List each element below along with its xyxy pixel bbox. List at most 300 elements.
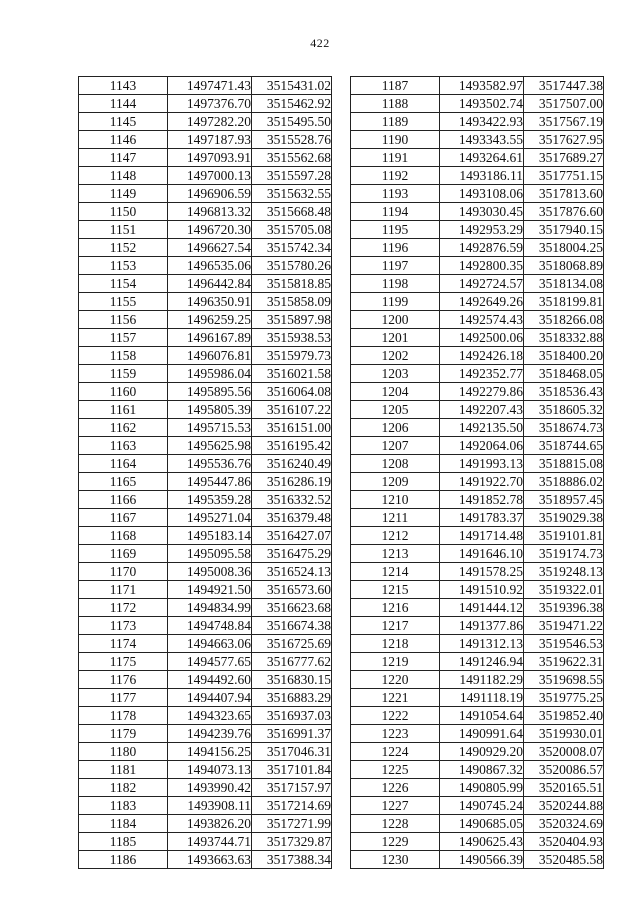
y-coordinate-cell: 3518744.65	[524, 437, 604, 455]
x-coordinate-cell: 1493990.42	[168, 779, 252, 797]
x-coordinate-cell: 1494323.65	[168, 707, 252, 725]
x-coordinate-cell: 1491118.19	[440, 689, 524, 707]
table-row	[351, 239, 604, 257]
point-id-cell: 1197	[351, 257, 440, 275]
y-coordinate-cell: 3516427.07	[252, 527, 332, 545]
point-id-cell: 1150	[79, 203, 168, 221]
x-coordinate-cell: 1496535.06	[168, 257, 252, 275]
x-coordinate-cell: 1494577.65	[168, 653, 252, 671]
point-id-cell: 1180	[79, 743, 168, 761]
point-id-cell: 1149	[79, 185, 168, 203]
table-row	[351, 671, 604, 689]
y-coordinate-cell: 3518957.45	[524, 491, 604, 509]
point-id-cell: 1206	[351, 419, 440, 437]
y-coordinate-cell: 3519930.01	[524, 725, 604, 743]
x-coordinate-cell: 1492500.06	[440, 329, 524, 347]
point-id-cell: 1215	[351, 581, 440, 599]
table-row	[351, 221, 604, 239]
y-coordinate-cell: 3516286.19	[252, 473, 332, 491]
x-coordinate-cell: 1491993.13	[440, 455, 524, 473]
point-id-cell: 1200	[351, 311, 440, 329]
table-row	[79, 779, 332, 797]
y-coordinate-cell: 3518815.08	[524, 455, 604, 473]
y-coordinate-cell: 3515742.34	[252, 239, 332, 257]
table-row	[351, 815, 604, 833]
y-coordinate-cell: 3519248.13	[524, 563, 604, 581]
y-coordinate-cell: 3518068.89	[524, 257, 604, 275]
point-id-cell: 1214	[351, 563, 440, 581]
point-id-cell: 1168	[79, 527, 168, 545]
y-coordinate-cell: 3520008.07	[524, 743, 604, 761]
x-coordinate-cell: 1495536.76	[168, 455, 252, 473]
table-row	[351, 455, 604, 473]
table-row	[79, 437, 332, 455]
x-coordinate-cell: 1491922.70	[440, 473, 524, 491]
x-coordinate-cell: 1495359.28	[168, 491, 252, 509]
x-coordinate-cell: 1491312.13	[440, 635, 524, 653]
table-row	[351, 167, 604, 185]
y-coordinate-cell: 3518266.08	[524, 311, 604, 329]
y-coordinate-cell: 3515979.73	[252, 347, 332, 365]
table-row	[351, 743, 604, 761]
y-coordinate-cell: 3517046.31	[252, 743, 332, 761]
x-coordinate-cell: 1493343.55	[440, 131, 524, 149]
table-row	[79, 95, 332, 113]
y-coordinate-cell: 3518468.05	[524, 365, 604, 383]
table-row	[79, 491, 332, 509]
x-coordinate-cell: 1494663.06	[168, 635, 252, 653]
point-id-cell: 1230	[351, 851, 440, 869]
y-coordinate-cell: 3517157.97	[252, 779, 332, 797]
table-row	[79, 311, 332, 329]
y-coordinate-cell: 3516524.13	[252, 563, 332, 581]
table-row	[351, 707, 604, 725]
table-row	[79, 455, 332, 473]
point-id-cell: 1204	[351, 383, 440, 401]
table-row	[351, 779, 604, 797]
table-row	[79, 617, 332, 635]
point-id-cell: 1220	[351, 671, 440, 689]
x-coordinate-cell: 1493908.11	[168, 797, 252, 815]
point-id-cell: 1179	[79, 725, 168, 743]
point-id-cell: 1182	[79, 779, 168, 797]
y-coordinate-cell: 3516777.62	[252, 653, 332, 671]
x-coordinate-cell: 1493186.11	[440, 167, 524, 185]
x-coordinate-cell: 1491054.64	[440, 707, 524, 725]
table-row	[351, 545, 604, 563]
y-coordinate-cell: 3520404.93	[524, 833, 604, 851]
x-coordinate-cell: 1491783.37	[440, 509, 524, 527]
point-id-cell: 1194	[351, 203, 440, 221]
y-coordinate-cell: 3516107.22	[252, 401, 332, 419]
x-coordinate-cell: 1497376.70	[168, 95, 252, 113]
y-coordinate-cell: 3516674.38	[252, 617, 332, 635]
y-coordinate-cell: 3516475.29	[252, 545, 332, 563]
x-coordinate-cell: 1495715.53	[168, 419, 252, 437]
y-coordinate-cell: 3517388.34	[252, 851, 332, 869]
y-coordinate-cell: 3515938.53	[252, 329, 332, 347]
y-coordinate-cell: 3518886.02	[524, 473, 604, 491]
point-id-cell: 1212	[351, 527, 440, 545]
x-coordinate-cell: 1490805.99	[440, 779, 524, 797]
table-row	[79, 509, 332, 527]
y-coordinate-cell: 3516064.08	[252, 383, 332, 401]
y-coordinate-cell: 3520244.88	[524, 797, 604, 815]
point-id-cell: 1203	[351, 365, 440, 383]
table-row	[79, 851, 332, 869]
y-coordinate-cell: 3516240.49	[252, 455, 332, 473]
table-row	[351, 149, 604, 167]
point-id-cell: 1196	[351, 239, 440, 257]
point-id-cell: 1143	[79, 77, 168, 95]
x-coordinate-cell: 1494407.94	[168, 689, 252, 707]
y-coordinate-cell: 3519029.38	[524, 509, 604, 527]
y-coordinate-cell: 3518536.43	[524, 383, 604, 401]
x-coordinate-cell: 1494492.60	[168, 671, 252, 689]
y-coordinate-cell: 3518674.73	[524, 419, 604, 437]
y-coordinate-cell: 3518400.20	[524, 347, 604, 365]
point-id-cell: 1157	[79, 329, 168, 347]
point-id-cell: 1146	[79, 131, 168, 149]
x-coordinate-cell: 1494921.50	[168, 581, 252, 599]
y-coordinate-cell: 3518004.25	[524, 239, 604, 257]
y-coordinate-cell: 3519101.81	[524, 527, 604, 545]
point-id-cell: 1207	[351, 437, 440, 455]
point-id-cell: 1186	[79, 851, 168, 869]
point-id-cell: 1170	[79, 563, 168, 581]
x-coordinate-cell: 1495625.98	[168, 437, 252, 455]
table-row	[79, 761, 332, 779]
y-coordinate-cell: 3519852.40	[524, 707, 604, 725]
point-id-cell: 1227	[351, 797, 440, 815]
table-row	[351, 419, 604, 437]
x-coordinate-cell: 1496627.54	[168, 239, 252, 257]
table-row	[79, 833, 332, 851]
table-row	[79, 707, 332, 725]
x-coordinate-cell: 1491246.94	[440, 653, 524, 671]
point-id-cell: 1208	[351, 455, 440, 473]
point-id-cell: 1189	[351, 113, 440, 131]
x-coordinate-cell: 1491182.29	[440, 671, 524, 689]
table-row	[79, 185, 332, 203]
table-row	[351, 851, 604, 869]
table-row	[351, 689, 604, 707]
y-coordinate-cell: 3516991.37	[252, 725, 332, 743]
table-row	[351, 95, 604, 113]
x-coordinate-cell: 1490929.20	[440, 743, 524, 761]
table-row	[79, 383, 332, 401]
table-row	[351, 329, 604, 347]
y-coordinate-cell: 3515818.85	[252, 275, 332, 293]
point-id-cell: 1145	[79, 113, 168, 131]
x-coordinate-cell: 1490685.05	[440, 815, 524, 833]
table-row	[79, 545, 332, 563]
point-id-cell: 1167	[79, 509, 168, 527]
point-id-cell: 1192	[351, 167, 440, 185]
point-id-cell: 1229	[351, 833, 440, 851]
point-id-cell: 1223	[351, 725, 440, 743]
point-id-cell: 1219	[351, 653, 440, 671]
point-id-cell: 1216	[351, 599, 440, 617]
x-coordinate-cell: 1497471.43	[168, 77, 252, 95]
x-coordinate-cell: 1496720.30	[168, 221, 252, 239]
x-coordinate-cell: 1491444.12	[440, 599, 524, 617]
x-coordinate-cell: 1497000.13	[168, 167, 252, 185]
table-row	[79, 563, 332, 581]
y-coordinate-cell: 3517689.27	[524, 149, 604, 167]
x-coordinate-cell: 1492207.43	[440, 401, 524, 419]
table-row	[79, 239, 332, 257]
x-coordinate-cell: 1493502.74	[440, 95, 524, 113]
y-coordinate-cell: 3519546.53	[524, 635, 604, 653]
table-row	[79, 581, 332, 599]
point-id-cell: 1155	[79, 293, 168, 311]
table-row	[79, 653, 332, 671]
y-coordinate-cell: 3515897.98	[252, 311, 332, 329]
y-coordinate-cell: 3520485.58	[524, 851, 604, 869]
x-coordinate-cell: 1492352.77	[440, 365, 524, 383]
table-row	[351, 581, 604, 599]
x-coordinate-cell: 1494239.76	[168, 725, 252, 743]
table-row	[79, 473, 332, 491]
y-coordinate-cell: 3519471.22	[524, 617, 604, 635]
x-coordinate-cell: 1492724.57	[440, 275, 524, 293]
y-coordinate-cell: 3517940.15	[524, 221, 604, 239]
y-coordinate-cell: 3517214.69	[252, 797, 332, 815]
y-coordinate-cell: 3517271.99	[252, 815, 332, 833]
x-coordinate-cell: 1495271.04	[168, 509, 252, 527]
point-id-cell: 1160	[79, 383, 168, 401]
y-coordinate-cell: 3516151.00	[252, 419, 332, 437]
y-coordinate-cell: 3519174.73	[524, 545, 604, 563]
table-row	[79, 419, 332, 437]
table-row	[79, 329, 332, 347]
table-row	[351, 401, 604, 419]
y-coordinate-cell: 3520165.51	[524, 779, 604, 797]
point-id-cell: 1156	[79, 311, 168, 329]
y-coordinate-cell: 3519322.01	[524, 581, 604, 599]
x-coordinate-cell: 1494834.99	[168, 599, 252, 617]
table-row	[351, 599, 604, 617]
point-id-cell: 1169	[79, 545, 168, 563]
y-coordinate-cell: 3515705.08	[252, 221, 332, 239]
table-row	[351, 653, 604, 671]
table-row	[79, 149, 332, 167]
point-id-cell: 1154	[79, 275, 168, 293]
x-coordinate-cell: 1492426.18	[440, 347, 524, 365]
table-row	[79, 401, 332, 419]
table-row	[79, 77, 332, 95]
table-row	[351, 491, 604, 509]
x-coordinate-cell: 1490991.64	[440, 725, 524, 743]
x-coordinate-cell: 1497187.93	[168, 131, 252, 149]
point-id-cell: 1199	[351, 293, 440, 311]
table-row	[79, 113, 332, 131]
x-coordinate-cell: 1491646.10	[440, 545, 524, 563]
table-row	[79, 275, 332, 293]
x-coordinate-cell: 1495008.36	[168, 563, 252, 581]
x-coordinate-cell: 1493663.63	[168, 851, 252, 869]
point-id-cell: 1210	[351, 491, 440, 509]
y-coordinate-cell: 3515495.50	[252, 113, 332, 131]
x-coordinate-cell: 1492800.35	[440, 257, 524, 275]
x-coordinate-cell: 1493422.93	[440, 113, 524, 131]
x-coordinate-cell: 1490625.43	[440, 833, 524, 851]
table-row	[351, 203, 604, 221]
table-row	[79, 167, 332, 185]
table-row	[351, 311, 604, 329]
x-coordinate-cell: 1491852.78	[440, 491, 524, 509]
table-row	[79, 131, 332, 149]
y-coordinate-cell: 3520086.57	[524, 761, 604, 779]
y-coordinate-cell: 3516021.58	[252, 365, 332, 383]
table-row	[351, 725, 604, 743]
y-coordinate-cell: 3517447.38	[524, 77, 604, 95]
point-id-cell: 1183	[79, 797, 168, 815]
point-id-cell: 1202	[351, 347, 440, 365]
x-coordinate-cell: 1497093.91	[168, 149, 252, 167]
table-row	[351, 185, 604, 203]
table-row	[79, 257, 332, 275]
table-row	[351, 365, 604, 383]
y-coordinate-cell: 3515668.48	[252, 203, 332, 221]
y-coordinate-cell: 3516883.29	[252, 689, 332, 707]
x-coordinate-cell: 1493744.71	[168, 833, 252, 851]
y-coordinate-cell: 3517329.87	[252, 833, 332, 851]
y-coordinate-cell: 3516937.03	[252, 707, 332, 725]
x-coordinate-cell: 1491377.86	[440, 617, 524, 635]
x-coordinate-cell: 1496259.25	[168, 311, 252, 329]
point-id-cell: 1187	[351, 77, 440, 95]
x-coordinate-cell: 1492064.06	[440, 437, 524, 455]
x-coordinate-cell: 1496167.89	[168, 329, 252, 347]
point-id-cell: 1166	[79, 491, 168, 509]
x-coordinate-cell: 1494073.13	[168, 761, 252, 779]
y-coordinate-cell: 3519698.55	[524, 671, 604, 689]
point-id-cell: 1221	[351, 689, 440, 707]
point-id-cell: 1224	[351, 743, 440, 761]
point-id-cell: 1209	[351, 473, 440, 491]
coordinate-table-right	[350, 76, 604, 869]
y-coordinate-cell: 3515562.68	[252, 149, 332, 167]
y-coordinate-cell: 3516623.68	[252, 599, 332, 617]
table-row	[79, 743, 332, 761]
x-coordinate-cell: 1493826.20	[168, 815, 252, 833]
x-coordinate-cell: 1493582.97	[440, 77, 524, 95]
coordinate-table-left	[78, 76, 332, 869]
x-coordinate-cell: 1492574.43	[440, 311, 524, 329]
x-coordinate-cell: 1492649.26	[440, 293, 524, 311]
y-coordinate-cell: 3518134.08	[524, 275, 604, 293]
x-coordinate-cell: 1492876.59	[440, 239, 524, 257]
y-coordinate-cell: 3516195.42	[252, 437, 332, 455]
x-coordinate-cell: 1496350.91	[168, 293, 252, 311]
y-coordinate-cell: 3519622.31	[524, 653, 604, 671]
point-id-cell: 1178	[79, 707, 168, 725]
point-id-cell: 1198	[351, 275, 440, 293]
y-coordinate-cell: 3518332.88	[524, 329, 604, 347]
y-coordinate-cell: 3517627.95	[524, 131, 604, 149]
x-coordinate-cell: 1495986.04	[168, 365, 252, 383]
x-coordinate-cell: 1495447.86	[168, 473, 252, 491]
y-coordinate-cell: 3517876.60	[524, 203, 604, 221]
point-id-cell: 1159	[79, 365, 168, 383]
point-id-cell: 1211	[351, 509, 440, 527]
table-row	[79, 689, 332, 707]
y-coordinate-cell: 3517813.60	[524, 185, 604, 203]
x-coordinate-cell: 1490867.32	[440, 761, 524, 779]
x-coordinate-cell: 1492135.50	[440, 419, 524, 437]
x-coordinate-cell: 1490745.24	[440, 797, 524, 815]
table-row	[351, 617, 604, 635]
y-coordinate-cell: 3515528.76	[252, 131, 332, 149]
x-coordinate-cell: 1496076.81	[168, 347, 252, 365]
x-coordinate-cell: 1492279.86	[440, 383, 524, 401]
table-row	[79, 599, 332, 617]
table-row	[79, 671, 332, 689]
table-row	[351, 347, 604, 365]
y-coordinate-cell: 3518605.32	[524, 401, 604, 419]
point-id-cell: 1144	[79, 95, 168, 113]
point-id-cell: 1175	[79, 653, 168, 671]
table-row	[351, 509, 604, 527]
y-coordinate-cell: 3515780.26	[252, 257, 332, 275]
point-id-cell: 1162	[79, 419, 168, 437]
point-id-cell: 1217	[351, 617, 440, 635]
point-id-cell: 1193	[351, 185, 440, 203]
x-coordinate-cell: 1494156.25	[168, 743, 252, 761]
page-number: 422	[310, 36, 330, 50]
table-row	[79, 347, 332, 365]
point-id-cell: 1151	[79, 221, 168, 239]
x-coordinate-cell: 1496442.84	[168, 275, 252, 293]
point-id-cell: 1181	[79, 761, 168, 779]
point-id-cell: 1165	[79, 473, 168, 491]
y-coordinate-cell: 3516379.48	[252, 509, 332, 527]
table-row	[79, 203, 332, 221]
point-id-cell: 1226	[351, 779, 440, 797]
table-row	[351, 113, 604, 131]
y-coordinate-cell: 3515431.02	[252, 77, 332, 95]
table-row	[79, 221, 332, 239]
x-coordinate-cell: 1495805.39	[168, 401, 252, 419]
x-coordinate-cell: 1494748.84	[168, 617, 252, 635]
table-row	[351, 635, 604, 653]
point-id-cell: 1191	[351, 149, 440, 167]
y-coordinate-cell: 3519775.25	[524, 689, 604, 707]
table-row	[79, 797, 332, 815]
y-coordinate-cell: 3515462.92	[252, 95, 332, 113]
point-id-cell: 1185	[79, 833, 168, 851]
x-coordinate-cell: 1492953.29	[440, 221, 524, 239]
point-id-cell: 1176	[79, 671, 168, 689]
y-coordinate-cell: 3516573.60	[252, 581, 332, 599]
point-id-cell: 1188	[351, 95, 440, 113]
table-row	[79, 725, 332, 743]
table-row	[79, 635, 332, 653]
x-coordinate-cell: 1493108.06	[440, 185, 524, 203]
point-id-cell: 1184	[79, 815, 168, 833]
y-coordinate-cell: 3515858.09	[252, 293, 332, 311]
y-coordinate-cell: 3516830.15	[252, 671, 332, 689]
x-coordinate-cell: 1491578.25	[440, 563, 524, 581]
point-id-cell: 1172	[79, 599, 168, 617]
y-coordinate-cell: 3516725.69	[252, 635, 332, 653]
point-id-cell: 1218	[351, 635, 440, 653]
y-coordinate-cell: 3515632.55	[252, 185, 332, 203]
table-row	[351, 77, 604, 95]
point-id-cell: 1147	[79, 149, 168, 167]
